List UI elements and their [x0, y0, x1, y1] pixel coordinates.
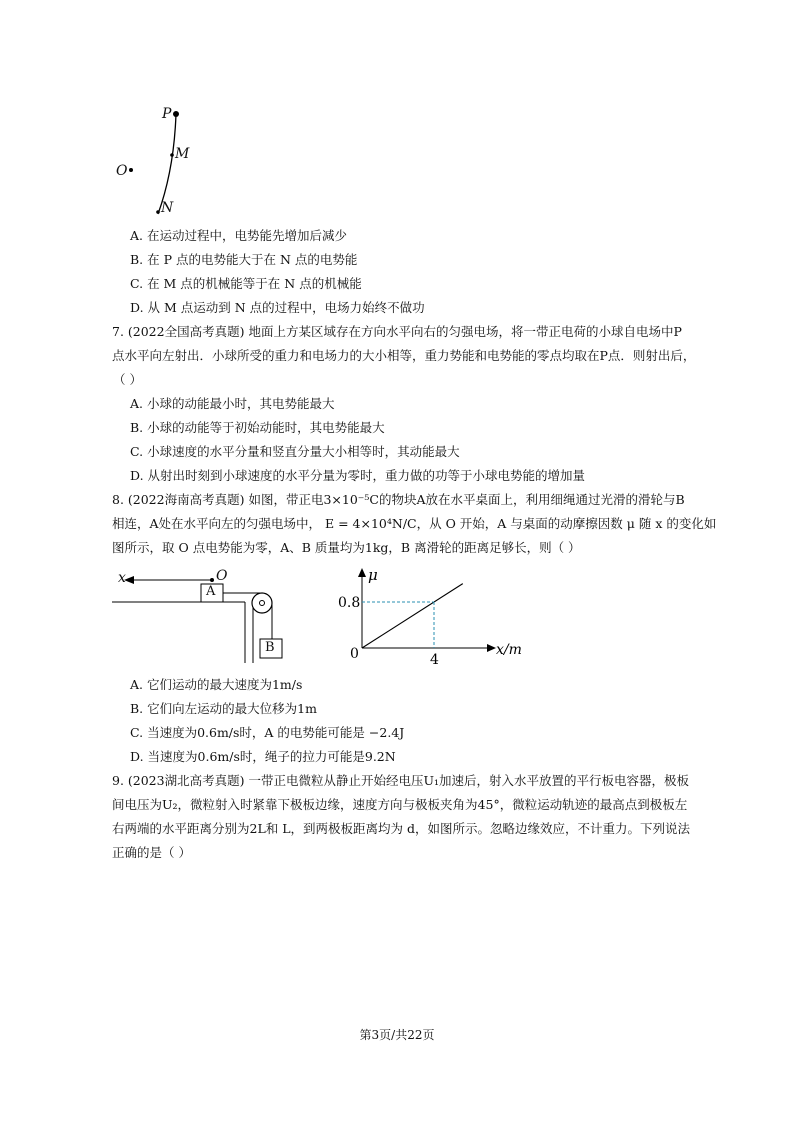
- point-n-dot: [156, 210, 160, 214]
- q6-option-d: D. 从 M 点运动到 N 点的过程中，电场力始终不做功: [130, 300, 425, 315]
- q7-option-b: B. 小球的动能等于初始动能时，其电势能最大: [130, 420, 385, 435]
- trajectory-curve: [158, 114, 176, 214]
- q8-option-a: A. 它们运动的最大速度为1m/s: [130, 677, 303, 692]
- pulley-axle: [260, 601, 265, 606]
- q9-stem-line-3: 右两端的水平距离分别为2L和 L，到两极板距离均为 d，如图所示。忽略边缘效应，不计重力。下列说法: [112, 821, 691, 836]
- fig-label-x: x: [118, 570, 126, 586]
- pulley-apparatus-figure: [112, 565, 312, 665]
- chart-mu-label: μ: [368, 566, 378, 584]
- label-p: P: [162, 106, 172, 122]
- y-tick-label: 0.8: [338, 595, 361, 611]
- q8-option-d: D. 当速度为0.6m/s时，绳子的拉力可能是9.2N: [130, 749, 396, 764]
- fig-label-b: B: [265, 640, 275, 655]
- chart-x-arrow: [487, 644, 496, 652]
- point-o-dot: [129, 168, 133, 172]
- chart-y-arrow: [358, 568, 366, 577]
- q8-stem-line-3: 图所示，取 O 点电势能为零，A、B 质量均为1kg，B 离滑轮的距离足够长，则（ ）: [112, 540, 581, 555]
- q7-option-d: D. 从射出时刻到小球速度的水平分量为零时，重力做的功等于小球电势能的增加量: [130, 468, 586, 483]
- label-n: N: [161, 200, 174, 216]
- q6-option-a: A. 在运动过程中，电势能先增加后减少: [130, 228, 347, 243]
- point-m-dot: [170, 153, 174, 157]
- label-m: M: [175, 146, 190, 162]
- fig-label-o: O: [216, 568, 228, 584]
- origin-o-dot: [210, 578, 214, 582]
- q7-stem-line-1: 7. (2022全国高考真题) 地面上方某区域存在方向水平向右的匀强电场，将一带正电荷的小球自电场中P: [112, 324, 682, 339]
- q9-stem-line-1: 9. (2023湖北高考真题) 一带正电微粒从静止开始经电压U₁加速后，射入水平放置的平行板电容器，极板: [112, 773, 689, 788]
- mu-data-line: [362, 584, 463, 648]
- fig-label-a: A: [206, 584, 216, 599]
- q8-option-c: C. 当速度为0.6m/s时，A 的电势能可能是 −2.4J: [130, 725, 405, 740]
- q8-stem-line-2: 相连，A处在水平向左的匀强电场中， E = 4×10⁴N/C，从 O 开始，A 与桌面的动摩擦因数 μ 随 x 的变化如: [112, 516, 717, 531]
- q6-option-c: C. 在 M 点的机械能等于在 N 点的机械能: [130, 276, 362, 291]
- q7-option-c: C. 小球速度的水平分量和竖直分量大小相等时，其动能最大: [130, 444, 460, 459]
- q7-answer-blank: （ ）: [113, 372, 142, 387]
- point-p-dot: [173, 111, 179, 117]
- x-tick-label: 4: [430, 652, 439, 668]
- q7-option-a: A. 小球的动能最小时，其电势能最大: [130, 396, 335, 411]
- q8-option-b: B. 它们向左运动的最大位移为1m: [130, 701, 317, 716]
- q6-option-b: B. 在 P 点的电势能大于在 N 点的电势能: [130, 252, 358, 267]
- chart-origin-label: 0: [350, 646, 359, 662]
- mu-vs-x-chart: [330, 560, 530, 670]
- trajectory-figure: [108, 100, 208, 220]
- q8-stem-line-1: 8. (2022海南高考真题) 如图，带正电3×10⁻⁵C的物块A放在水平桌面上，利用细绳通过光滑的滑轮与B: [112, 492, 685, 507]
- label-o: O: [116, 163, 128, 179]
- q7-stem-line-2: 点水平向左射出．小球所受的重力和电场力的大小相等，重力势能和电势能的零点均取在P点．则射出后，: [112, 348, 696, 363]
- q9-stem-line-4: 正确的是（ ）: [112, 845, 191, 860]
- q9-stem-line-2: 间电压为U₂，微粒射入时紧靠下极板边缘，速度方向与极板夹角为45°，微粒运动轨迹的最高点到极板左: [112, 797, 688, 812]
- page-number: 第3页/共22页: [359, 1028, 435, 1042]
- chart-x-axis-label: x/m: [496, 642, 522, 658]
